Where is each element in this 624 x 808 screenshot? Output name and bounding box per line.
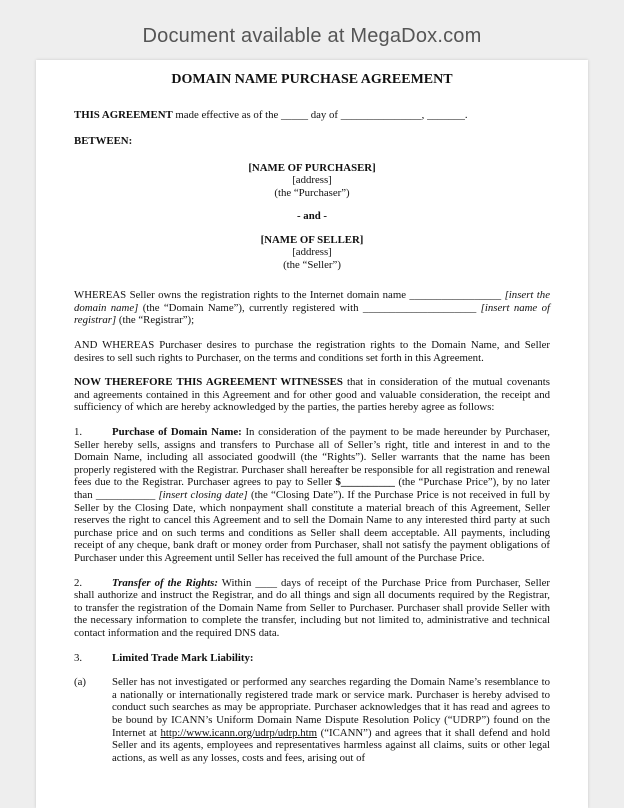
seller-name: [NAME OF SELLER] xyxy=(260,233,364,246)
section-1-number: 1. xyxy=(74,426,83,439)
seller-role: (the “Seller”) xyxy=(283,258,341,271)
section-1-text-1: In consideration of the payment to be made hereunder by Purchaser, Seller hereby sells, assigns and transfers to Purchase all of Seller’s right, title and interest in and to the Domain Name, including all associated goodwill (the “Rights”). Seller warrants that the name has been properly registered with the Registrar. Purchaser shall hereafter be responsible for all registration and renewal fees due to the Registrar. Purchaser agrees to pay to Seller xyxy=(74,426,550,489)
whereas1-placeholder-registrar: [insert name of registrar] xyxy=(74,301,550,327)
section-3a-text-2: (“ICANN”) and agrees that it shall defend and hold Seller and its agents, employees and representatives harmless against all claims, suits or other legal actions, as well as any losses, costs and fees, arising out of xyxy=(112,726,550,764)
document-page xyxy=(36,60,588,808)
section-1-text-2: (the “Purchase Price”), by no later than ___________ xyxy=(74,476,550,501)
section-3a-text xyxy=(112,676,550,764)
section-2-number: 2. xyxy=(74,576,83,589)
whereas1-text-c: (the “Domain Name”), currently registered with _____________________ xyxy=(138,301,481,314)
section-3a-text-1: Seller has not investigated or performed any searches regarding the Domain Name’s resemblance to a nationally or internationally registered trade mark or service mark. Purchaser is hereby advised to conduct such searches as may be appropriate. Purchaser acknowledges that it has read and agrees to be bound by ICANN’s Uniform Domain Name Dispute Resolution Policy (“UDRP”) found on the Internet at xyxy=(112,676,550,739)
purchaser-block xyxy=(74,162,550,200)
seller-address: [address] xyxy=(292,246,332,259)
whereas1-text-a: WHEREAS Seller owns the registration rights to the Internet domain name _________________ xyxy=(74,289,505,302)
witnesseth-clause xyxy=(74,376,550,414)
witnesseth-rest: that in consideration of the mutual covenants and agreements contained in this Agreement and for other good and valuable consideration, the receipt and sufficiency of which are hereby acknowledged by the parties, the parties hereby agree as follows: xyxy=(74,376,550,414)
whereas1-placeholder-domain: [insert the domain name] xyxy=(74,289,550,314)
whereas-clause-1 xyxy=(74,289,550,327)
between-label: BETWEEN: xyxy=(74,135,133,148)
section-3a-number: (a) xyxy=(74,676,86,689)
section-1-date-placeholder: [insert closing date] xyxy=(158,489,248,501)
section-1-amount: $__________ xyxy=(335,476,395,489)
section-2 xyxy=(74,577,550,640)
whereas1-text-e: (the “Registrar”); xyxy=(116,314,195,327)
section-1-heading: Purchase of Domain Name: xyxy=(112,426,242,439)
section-2-heading: Transfer of the Rights: xyxy=(112,576,218,589)
agreement-intro xyxy=(74,109,550,122)
section-3-heading: Limited Trade Mark Liability: xyxy=(112,651,254,664)
purchaser-address: [address] xyxy=(292,174,332,187)
section-3-number: 3. xyxy=(74,651,83,664)
whereas-clause-2: AND WHEREAS Purchaser desires to purchase the registration rights to the Domain Name, and Seller desires to sell such rights to Purchaser, on the terms and conditions set forth in this Agreement. xyxy=(74,339,550,364)
witnesseth-lead: NOW THEREFORE THIS AGREEMENT WITNESSES xyxy=(74,376,343,389)
section-3a xyxy=(74,676,550,764)
and-separator: - and - xyxy=(297,210,327,223)
seller-block xyxy=(74,234,550,272)
section-1-text-3: (the “Closing Date”). If the Purchase Price is not received in full by Seller by the Closing Date, which nonpayment shall constitute a material breach of this Agreement, Seller reserves the right to cancel this Agreement and to sell the Domain Name to any interested third party at such purchase price and on such terms and conditions as Seller shall deem acceptable. All payments, including receipt of any cheque, bank draft or money order from Purchaser, shall not satisfy the payment obligations of Purchaser under this Agreement until Seller has received the full amount of the Purchase Price. xyxy=(74,489,550,564)
purchaser-role: (the “Purchaser”) xyxy=(274,186,350,199)
udrp-link[interactable]: http://www.icann.org/udrp/udrp.htm xyxy=(160,726,318,739)
purchaser-name: [NAME OF PURCHASER] xyxy=(248,161,376,174)
intro-lead: THIS AGREEMENT xyxy=(74,108,173,121)
megadox-banner: Document available at MegaDox.com xyxy=(142,24,482,47)
intro-rest: made effective as of the _____ day of _______________, _______. xyxy=(172,108,468,121)
section-2-text: Within ____ days of receipt of the Purchase Price from Purchaser, Seller shall authorize and instruct the Registrar, and do all things and sign all documents required by the Registrar, to transfer the registration of the Domain Name from Seller to Purchaser. Purchaser shall provide Seller with the necessary information to complete the transfer, including but not limited to, administrative and technical contact information and the required DNS data. xyxy=(74,576,550,639)
section-3 xyxy=(74,652,550,665)
document-body xyxy=(74,74,550,764)
section-1 xyxy=(74,426,550,565)
document-title: DOMAIN NAME PURCHASE AGREEMENT xyxy=(171,72,453,87)
